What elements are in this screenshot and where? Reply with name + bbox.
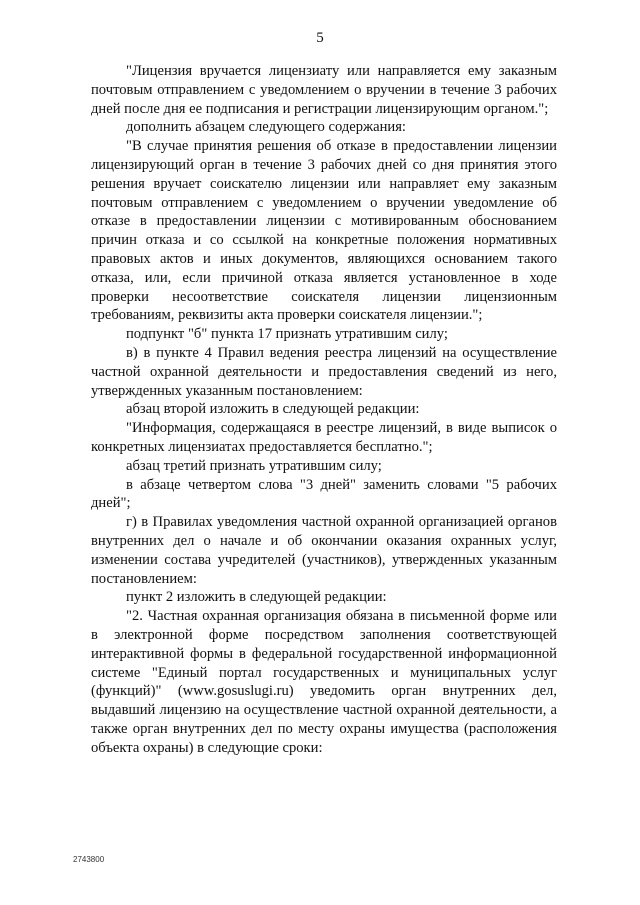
paragraph-subclause-b: подпункт "б" пункта 17 признать утратившим силу; [126, 326, 448, 343]
paragraph-fourth-abzats: в абзаце четвертом слова "3 дней" заменить словами "5 рабочих дней"; [91, 476, 557, 512]
paragraph-notification-terms: "2. Частная охранная организация обязана в письменной форме или в электронной форме посредством заполнения соответствующей интерактивной формы в федеральной государственной информационной системе "Единый портал государственных и муниципальных услуг (функций)" (www.gosuslugi.ru) уведомить орган внутренних дел, выдавший лицензию на осуществление частной охранной деятельности, а также орган внутренних дел по месту охраны имущества (расположения объекта охраны) в следующие сроки: [91, 608, 557, 756]
paragraph-second-abzats: абзац второй изложить в следующей редакции: [126, 401, 420, 418]
paragraph-refusal-notice: "В случае принятия решения об отказе в предоставлении лицензии лицензирующий орган в течение 3 рабочих дней со дня принятия этого решения вручает соискателю лицензии или направляет ему заказным почтовым отправлением с уведомлением о вручении уведомление об отказе в предоставлении лицензии с мотивированным обоснованием причин отказа и со ссылкой на конкретные положения нормативных правовых актов и иных документов, являющихся основанием такого отказа, или, если причиной отказа является установленное в ходе проверки несоответствие соискателя лицензии лицензионным требованиям, реквизиты акта проверки соискателя лицензии."; [91, 138, 557, 324]
paragraph-point-2: пункт 2 изложить в следующей редакции: [126, 589, 387, 606]
paragraph-license-delivery: "Лицензия вручается лицензиату или направляется ему заказным почтовым отправлением с уведомлением о вручении в течение 3 рабочих дней после дня ее подписания и регистрации лицензирующим органом."; [91, 63, 557, 117]
document-id: 2743800 [73, 855, 105, 864]
paragraph-third-abzats: абзац третий признать утратившим силу; [126, 457, 382, 474]
paragraph-item-v: в) в пункте 4 Правил ведения реестра лицензий на осуществление частной охранной деятельности и предоставления сведений из него, утвержденных указанным постановлением: [91, 344, 557, 399]
page-number: 5 [316, 30, 324, 46]
paragraph-item-g: г) в Правилах уведомления частной охранной организацией органов внутренних дел о начале и об окончании оказания охранных услуг, изменении состава учредителей (участников), утвержденных указанным постановлением: [91, 514, 557, 587]
document-body [91, 62, 557, 757]
paragraph-add-clause: дополнить абзацем следующего содержания: [126, 119, 406, 136]
paragraph-registry-info: "Информация, содержащаяся в реестре лицензий, в виде выписок о конкретных лицензиатах предоставляется бесплатно."; [91, 420, 557, 455]
